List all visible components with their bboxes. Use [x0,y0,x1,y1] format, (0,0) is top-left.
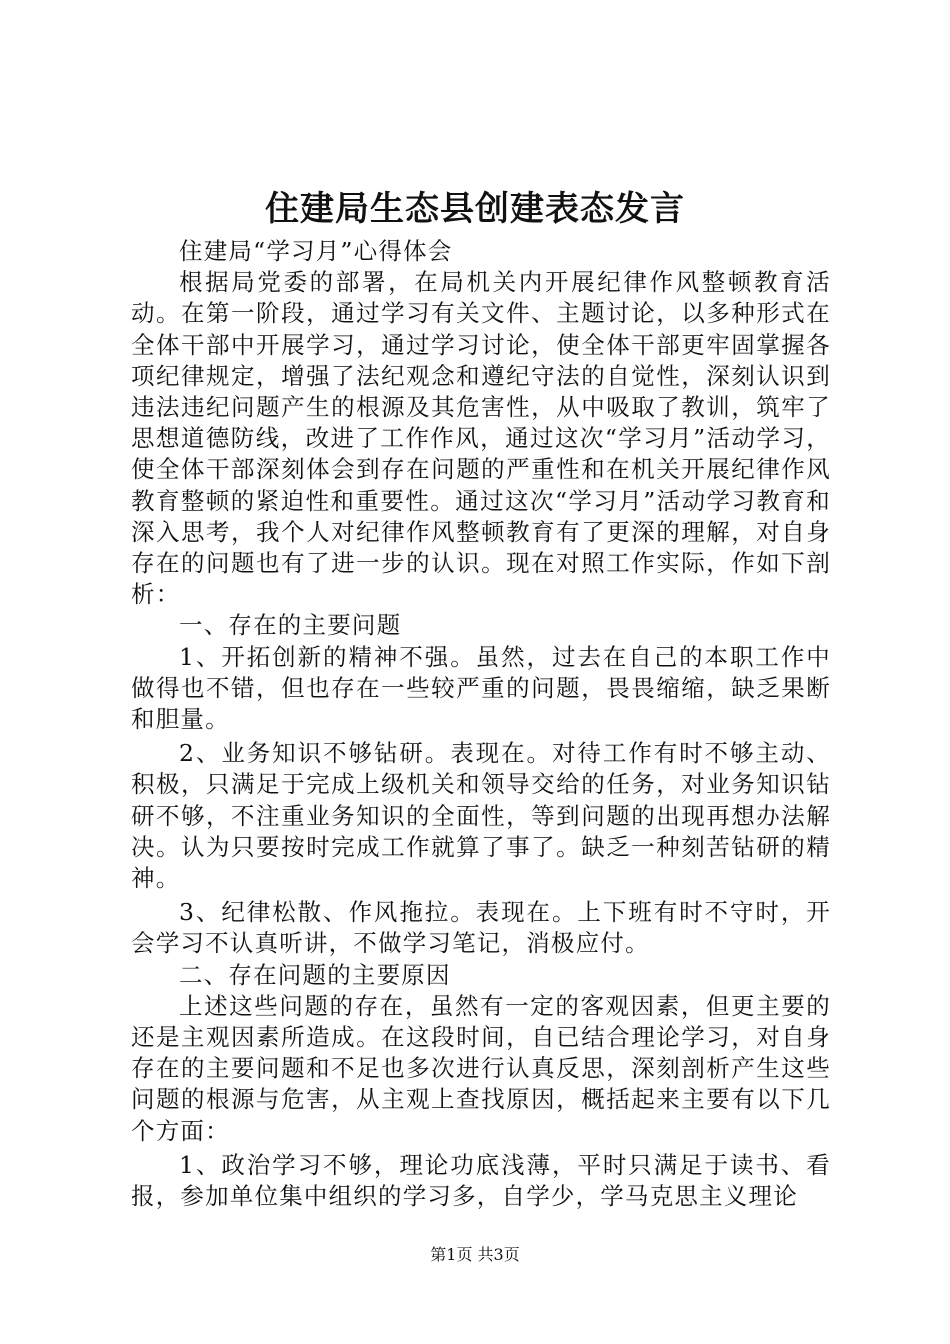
document-title: 住建局生态县创建表态发言 [265,189,685,229]
section-heading-problems: 一、存在的主要问题 [179,611,402,640]
page-footer: 第1页 共3页 [430,1245,520,1264]
paragraph-cause-1: 1、政治学习不够，理论功底浅薄，平时只满足于读书、看报，参加单位集中组织的学习多，自学少，学马克思主义理论 [131,1150,831,1211]
paragraph-intro: 根据局党委的部署，在局机关内开展纪律作风整顿教育活动。在第一阶段，通过学习有关文件、主题讨论，以多种形式在全体干部中开展学习，通过学习讨论，使全体干部更牢固掌握各项纪律规定，增强了法纪观念和遵纪守法的自觉性，深刻认识到违法违纪问题产生的根源及其危害性，从中吸取了教训，筑牢了思想道德防线，改进了工作作风，通过这次“学习月”活动学习，使全体干部深刻体会到存在问题的严重性和在机关开展纪律作风教育整顿的紧迫性和重要性。通过这次“学习月”活动学习教育和深入思考，我个人对纪律作风整顿教育有了更深的理解，对自身存在的问题也有了进一步的认识。现在对照工作实际，作如下剖析： [131,268,831,609]
section-heading-causes: 二、存在问题的主要原因 [179,960,451,989]
paragraph-problem-3: 3、纪律松散、作风拖拉。表现在。上下班有时不守时，开会学习不认真听讲，不做学习笔记，消极应付。 [131,898,831,958]
paragraph-causes-intro: 上述这些问题的存在，虽然有一定的客观因素，但更主要的还是主观因素所造成。在这段时间，自已结合理论学习，对自身存在的主要问题和不足也多次进行认真反思，深刻剖析产生这些问题的根源与危害，从主观上查找原因，概括起来主要有以下几个方面： [131,991,831,1145]
paragraph-problem-2: 2、业务知识不够钻研。表现在。对待工作有时不够主动、积极，只满足于完成上级机关和领导交给的任务，对业务知识钻研不够，不注重业务知识的全面性，等到问题的出现再想办法解决。认为只要按时完成工作就算了事了。缺乏一种刻苦钻研的精神。 [131,739,831,893]
document-body [131,236,831,1212]
paragraph-subtitle: 住建局“学习月”心得体会 [179,237,453,265]
paragraph-problem-1: 1、开拓创新的精神不强。虽然，过去在自己的本职工作中做得也不错，但也存在一些较严重的问题，畏畏缩缩，缺乏果断和胆量。 [131,642,831,734]
